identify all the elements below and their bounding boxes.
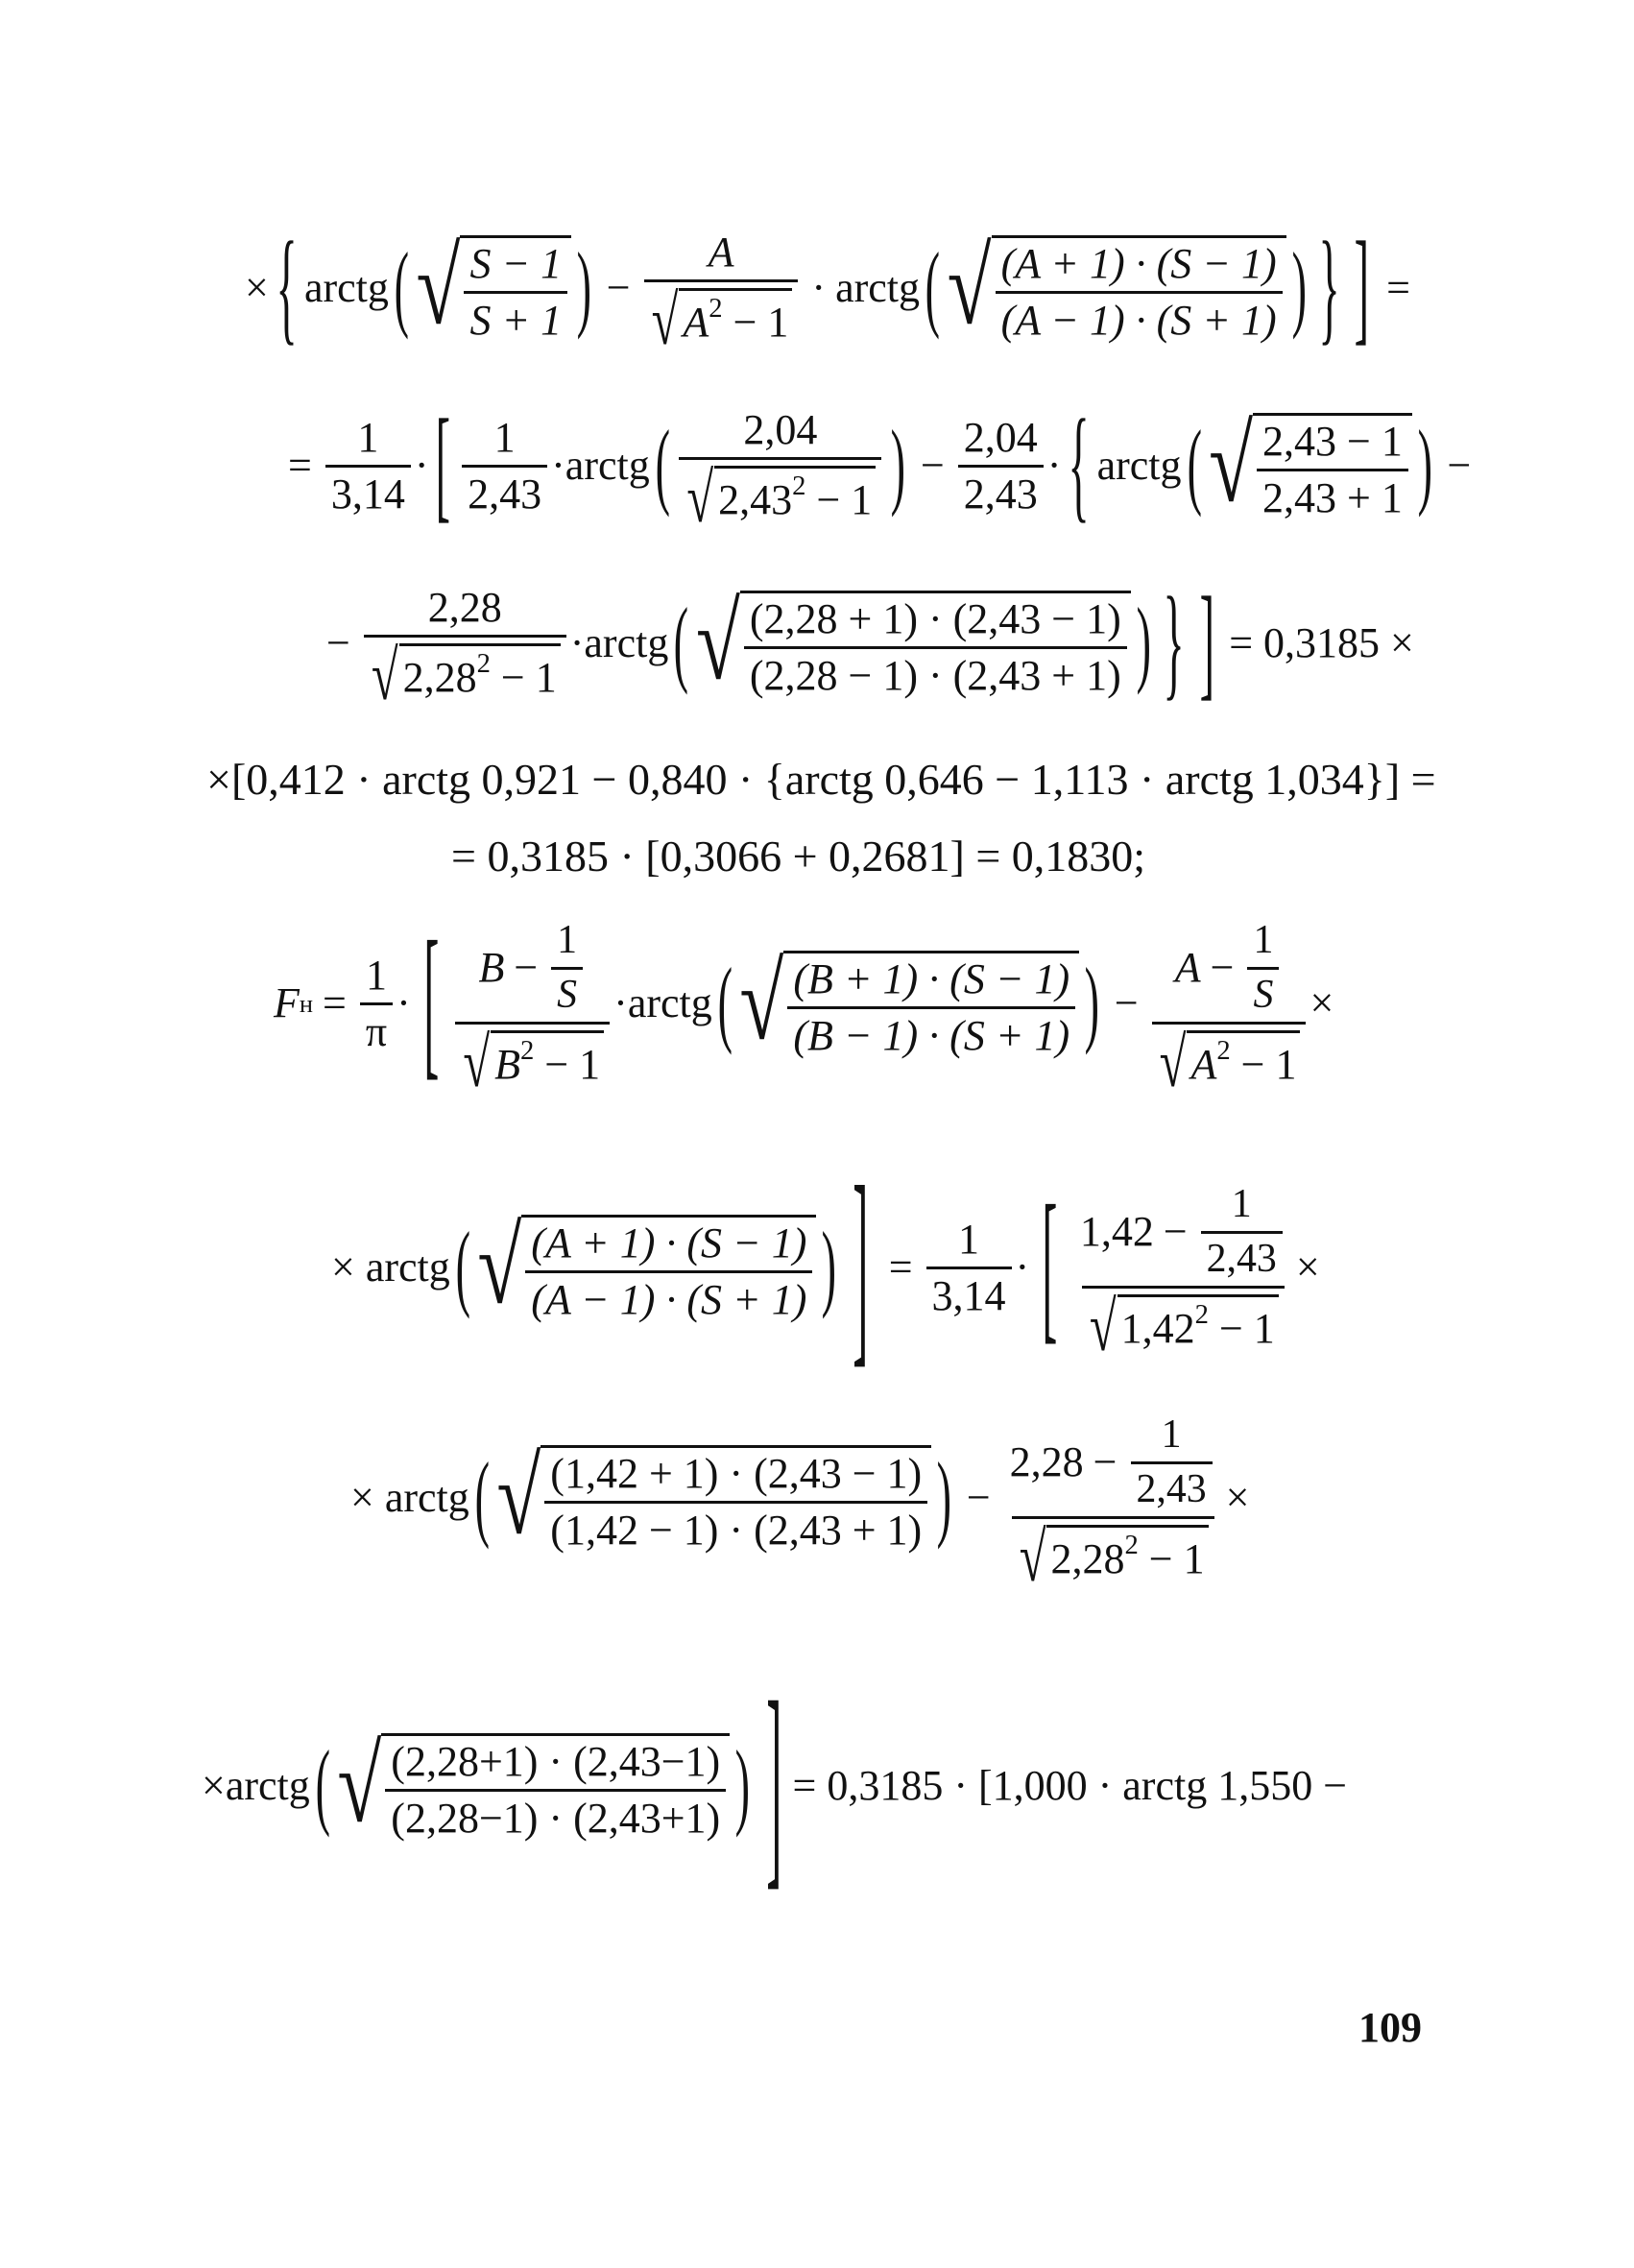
arctg-label: arctg xyxy=(627,979,712,1026)
formula-line-6: F н = $\frac{1}{\pi}$ · [ B − $\frac{1}{S}$ √ $B^2 - 1$ · arctg ( √ $\frac{(B + 1) \cdot (S - 1)}{(B - 1) \cdot (S + 1)}$ ) − A − $\frac{1}{S}$ √ $A^2 - 1$ × xyxy=(274,907,1334,1102)
left-paren: ( xyxy=(673,588,689,697)
fraction: $\frac{2,43 - 1}{2,43 + 1}$ xyxy=(1257,421,1408,519)
arctg-label: arctg xyxy=(1096,442,1182,489)
fraction: B − $\frac{1}{S}$ √ $B^2 - 1$ xyxy=(455,921,610,1086)
sqrt-expression: √ $\frac{2,43 - 1}{2,43 + 1}$ xyxy=(1209,413,1412,519)
left-bracket: [ xyxy=(422,907,440,1096)
formula-line-5 xyxy=(451,828,1145,885)
fraction: $\frac{(1,42 + 1) \cdot (2,43 - 1)}{(1,42 - 1) \cdot (2,43 + 1)}$ xyxy=(544,1453,927,1552)
right-paren: ) xyxy=(1136,588,1151,697)
equals-sign: = xyxy=(323,979,347,1026)
minus-sign: − xyxy=(1447,442,1472,489)
times-sign: × xyxy=(1295,1243,1320,1291)
formula-line-3: − 2,28 √ $2,28^2 - 1$ · arctg ( √ $\frac{(2,28 + 1) \cdot (2,43 - 1)}{(2,28 - 1) \cdot (2,43 + 1)}$ ) } ] = 0,3185 × xyxy=(326,571,1414,716)
arctg-label: arctg xyxy=(584,619,669,666)
sqrt-expression: √ $\frac{(1,42 + 1) \cdot (2,43 - 1)}{(1,42 - 1) \cdot (2,43 + 1)}$ xyxy=(496,1445,931,1552)
right-bracket: ] xyxy=(1355,216,1370,357)
right-paren: ) xyxy=(1084,948,1100,1057)
arctg-label: arctg xyxy=(835,264,921,311)
left-brace: { xyxy=(276,216,298,357)
left-bracket: [ xyxy=(436,394,451,535)
result-text: = 0,3185 × xyxy=(1229,619,1414,666)
fraction: $\frac{(2,28 + 1) \cdot (2,43 - 1)}{(2,28 - 1) \cdot (2,43 + 1)}$ xyxy=(744,598,1127,697)
left-paren: ( xyxy=(474,1442,490,1552)
minus-sign: − xyxy=(326,619,350,666)
fraction: 1,42 − $\frac{1}{2,43}$ √ $1,42^2 - 1$ xyxy=(1074,1185,1292,1350)
right-paren: ) xyxy=(822,1212,837,1321)
sqrt-expression: √ $\frac{(2,28+1) \cdot (2,43-1)}{(2,28-1) \cdot (2,43+1)}$ xyxy=(337,1733,730,1840)
left-paren: ( xyxy=(655,410,670,519)
right-paren: ) xyxy=(936,1442,952,1552)
left-brace: { xyxy=(1068,394,1091,535)
left-paren: ( xyxy=(455,1212,470,1321)
left-bracket: [ xyxy=(1042,1171,1058,1360)
fraction: $\frac{(B + 1) \cdot (S - 1)}{(B - 1) \cdot (S + 1)}$ xyxy=(787,958,1075,1057)
fraction: $\frac{(A + 1) \cdot (S - 1)}{(A - 1) \cdot (S + 1)}$ xyxy=(525,1222,812,1321)
variable-F: F xyxy=(274,979,300,1026)
equals-sign: = xyxy=(888,1243,913,1291)
fraction: $\frac{(2,28+1) \cdot (2,43-1)}{(2,28-1) \cdot (2,43+1)}$ xyxy=(385,1741,726,1840)
times-sign: × xyxy=(245,264,269,311)
formula-line-9 xyxy=(202,1656,1348,1911)
equals-sign: = xyxy=(1386,264,1410,311)
fraction: A − $\frac{1}{S}$ √ $A^2 - 1$ xyxy=(1152,921,1307,1086)
sqrt-expression: √ $\frac{(A + 1) \cdot (S - 1)}{(A - 1) \cdot (S + 1)}$ xyxy=(948,235,1286,342)
minus-sign: − xyxy=(966,1474,991,1521)
fraction: 2,28 √ $2,28^2 - 1$ xyxy=(364,587,566,699)
fraction: $\frac{1}{\pi}$ xyxy=(360,954,393,1053)
fraction: $\frac{(A + 1) \cdot (S - 1)}{(A - 1) \cdot (S + 1)}$ xyxy=(996,243,1283,342)
minus-sign: − xyxy=(1114,979,1139,1026)
fraction: $\frac{1}{3,14}$ xyxy=(926,1218,1012,1317)
minus-sign: − xyxy=(606,264,631,311)
left-paren: ( xyxy=(394,232,409,342)
equals-sign: = xyxy=(288,442,312,489)
formula-line-2: = $\frac{1}{3,14}$ · [ $\frac{1}{2,43}$ · arctg ( 2,04 √ $2,43^2 - 1$ ) − $\frac{2,04}{2,43}$ · { arctg ( √ $\frac{2,43 - 1}{2,43 + 1}$ ) − xyxy=(288,394,1472,539)
right-brace: } xyxy=(1163,571,1186,712)
sqrt-expression: √ $\frac{(A + 1) \cdot (S - 1)}{(A - 1) \cdot (S + 1)}$ xyxy=(477,1215,816,1321)
times-sign: × xyxy=(1225,1474,1250,1521)
right-paren: ) xyxy=(890,410,906,519)
right-paren: ) xyxy=(576,232,592,342)
sqrt-expression: √ $\frac{(B + 1) \cdot (S - 1)}{(B - 1) \cdot (S + 1)}$ xyxy=(739,951,1079,1057)
arctg-label: arctg xyxy=(303,264,389,311)
minus-sign: − xyxy=(920,442,945,489)
sqrt-expression: √ $\frac{(2,28 + 1) \cdot (2,43 - 1)}{(2,28 - 1) \cdot (2,43 + 1)}$ xyxy=(696,591,1131,697)
right-paren: ) xyxy=(1417,410,1432,519)
right-paren: ) xyxy=(1291,232,1307,342)
formula-text: = 0,3185 · [0,3066 + 0,2681] = 0,1830; xyxy=(451,832,1146,881)
fraction: 2,28 − $\frac{1}{2,43}$ √ $2,28^2 - 1$ xyxy=(1004,1415,1222,1580)
formula-line-1 xyxy=(245,216,1420,361)
formula-text: ×[0,412 · arctg 0,921 − 0,840 · {arctg 0,646 − 1,113 · arctg 1,034}] = xyxy=(206,755,1436,804)
formula-line-7: × arctg ( √ $\frac{(A + 1) \cdot (S - 1)}{(A - 1) \cdot (S + 1)}$ ) ] = $\frac{1}{3,14}$ · [ 1,42 − $\frac{1}{2,43}$ √ $1,42^2 - 1$ × xyxy=(331,1143,1320,1387)
right-bracket: ] xyxy=(1199,571,1214,712)
fraction: $\frac{S - 1}{S + 1}$ xyxy=(464,243,567,342)
right-brace: } xyxy=(1318,216,1340,357)
fraction: $\frac{1}{3,14}$ xyxy=(325,417,411,516)
result-text: = 0,3185 · [1,000 · arctg 1,550 − xyxy=(792,1762,1348,1809)
subscript: н xyxy=(299,988,314,1018)
formula-line-8 xyxy=(350,1402,1250,1597)
left-paren: ( xyxy=(1187,410,1202,519)
fraction: A √ $A^2 - 1$ xyxy=(644,231,799,344)
fraction: $\frac{2,04}{2,43}$ xyxy=(958,417,1044,516)
right-bracket: ] xyxy=(766,1656,782,1911)
fraction: 2,04 √ $2,43^2 - 1$ xyxy=(679,409,881,521)
sqrt-expression: √ $\frac{S - 1}{S + 1}$ xyxy=(417,235,572,342)
fraction: $\frac{1}{2,43}$ xyxy=(462,417,547,516)
left-paren: ( xyxy=(717,948,733,1057)
right-bracket: ] xyxy=(853,1143,869,1387)
left-paren: ( xyxy=(925,232,941,342)
right-paren: ) xyxy=(734,1730,751,1840)
arctg-label: ×arctg xyxy=(202,1762,310,1809)
arctg-label: × arctg xyxy=(350,1474,469,1521)
formula-line-4 xyxy=(206,751,1436,808)
page-number: 109 xyxy=(1358,2004,1422,2051)
arctg-label: × arctg xyxy=(331,1243,450,1291)
left-paren: ( xyxy=(315,1730,330,1840)
arctg-label: arctg xyxy=(565,442,650,489)
times-sign: × xyxy=(1310,979,1334,1026)
dot-operator: · xyxy=(811,264,827,311)
